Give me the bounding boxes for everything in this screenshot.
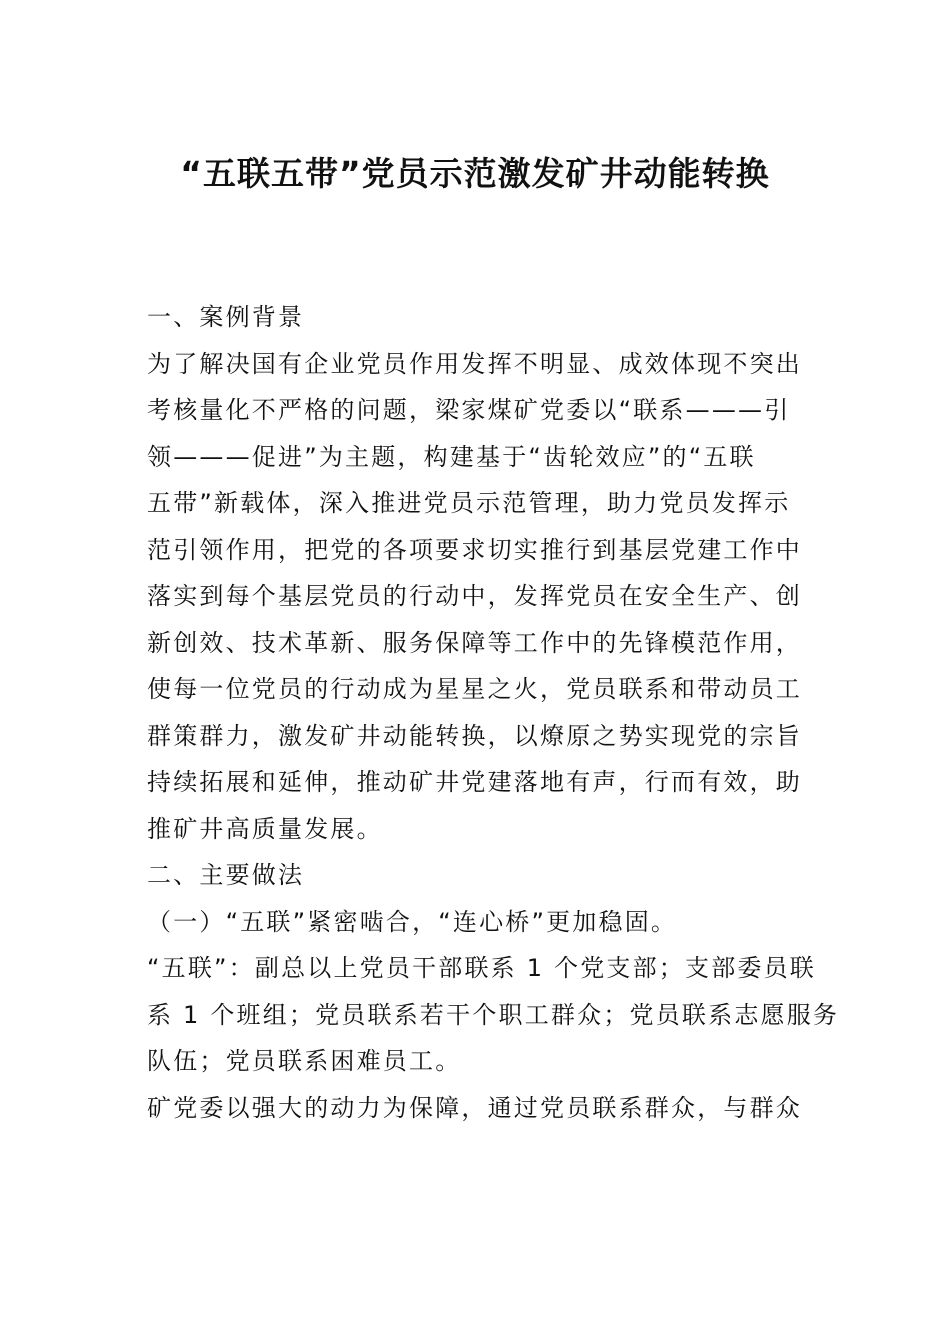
paragraph-line: 队伍；党员联系困难员工。 (147, 1047, 462, 1075)
document-title: “五联五带”党员示范激发矿井动能转换 (180, 154, 770, 193)
subsection-heading: （一）“五联”紧密啮合，“连心桥”更加稳固。 (147, 907, 678, 936)
paragraph-line: 群策群力，激发矿井动能转换，以燎原之势实现党的宗旨 (147, 721, 802, 750)
paragraph-line: 为了解决国有企业党员作用发挥不明显、成效体现不突出 (147, 349, 802, 378)
paragraph-line: “五联”：副总以上党员干部联系 1 个党支部；支部委员联 (147, 954, 816, 982)
paragraph-line: 推矿井高质量发展。 (147, 814, 383, 843)
paragraph-line: 范引领作用，把党的各项要求切实推行到基层党建工作中 (147, 535, 802, 564)
paragraph-line: 系 1 个班组；党员联系若干个职工群众；党员联系志愿服务 (147, 1000, 840, 1029)
paragraph-line: 持续拓展和延伸，推动矿井党建落地有声，行而有效，助 (147, 768, 802, 796)
paragraph-line: 新创效、技术革新、服务保障等工作中的先锋模范作用， (147, 628, 802, 657)
paragraph-line: 落实到每个基层党员的行动中，发挥党员在安全生产、创 (147, 582, 802, 610)
paragraph-line: 考核量化不严格的问题，梁家煤矿党委以“联系———引 (147, 396, 791, 424)
section-heading-main-practices: 二、主要做法 (147, 861, 305, 889)
paragraph-line: 五带”新载体，深入推进党员示范管理，助力党员发挥示 (147, 489, 791, 517)
document-body (147, 294, 840, 1131)
paragraph-line: 领———促进”为主题，构建基于“齿轮效应”的“五联 (147, 442, 756, 471)
paragraph-line: 矿党委以强大的动力为保障，通过党员联系群众，与群众 (147, 1093, 802, 1122)
section-heading-background: 一、案例背景 (147, 303, 305, 331)
paragraph-line: 使每一位党员的行动成为星星之火，党员联系和带动员工 (147, 675, 802, 703)
